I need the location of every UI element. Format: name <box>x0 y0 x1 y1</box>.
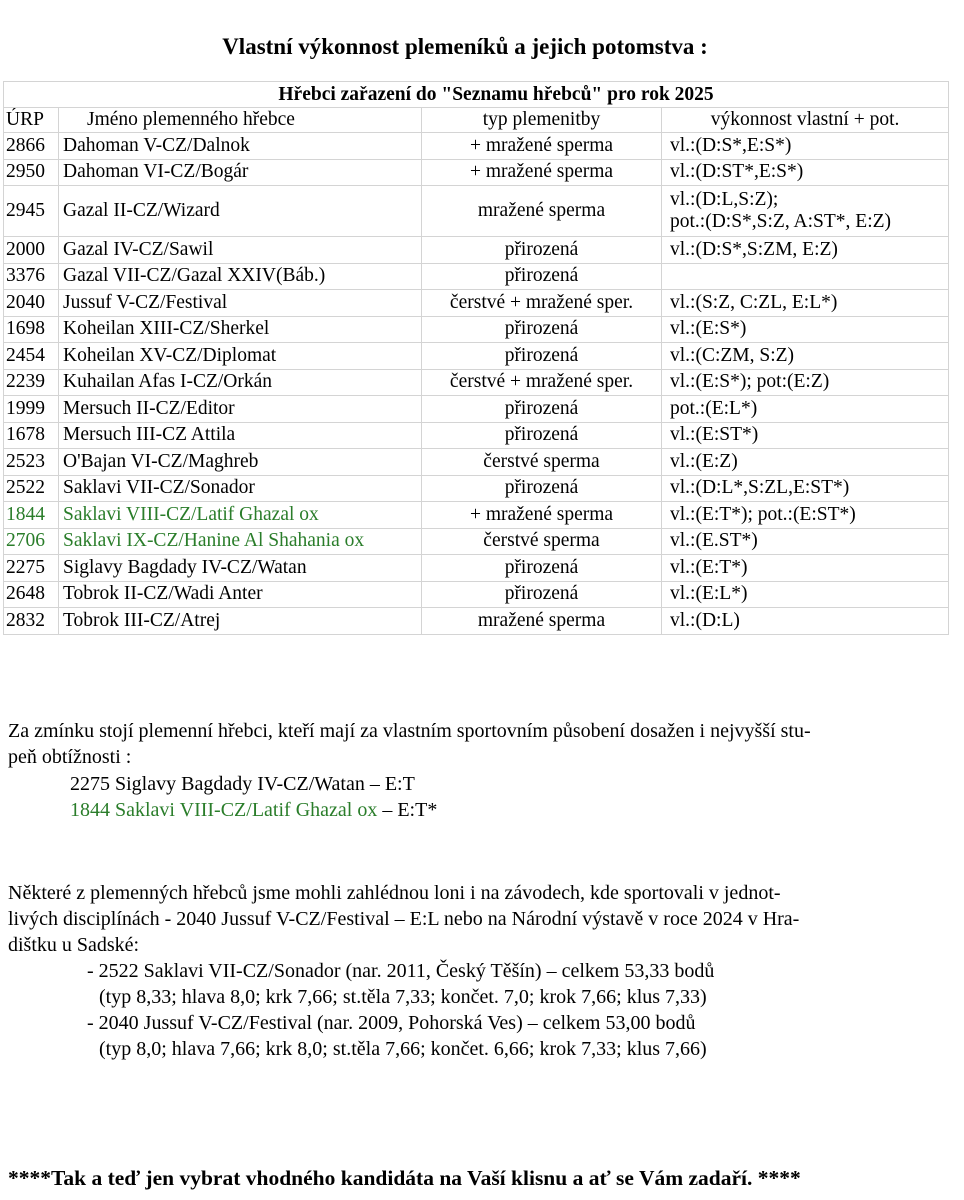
cell-type: přirozená <box>422 581 662 608</box>
cell-type: přirozená <box>422 422 662 449</box>
cell-urp: 2040 <box>4 290 59 317</box>
performance-line: vl.:(E:S*) <box>670 318 747 340</box>
table-row <box>4 555 949 582</box>
cell-type: + mražené sperma <box>422 502 662 529</box>
show-entry-1-detail: (typ 8,33; hlava 8,0; krk 7,66; st.těla 7,33; končet. 7,0; krok 7,66; klus 7,33) <box>99 986 707 1008</box>
events-line2: livých disciplínách - 2040 Jussuf V-CZ/Festival – E:L nebo na Národní výstavě v roce 2024 v Hra- <box>8 908 800 930</box>
cell-name: Mersuch III-CZ Attila <box>59 422 422 449</box>
events-line1: Některé z plemenných hřebců jsme mohli zahlédnou loni i na závodech, kde sportovali v jednot- <box>8 882 781 904</box>
cell-urp: 2950 <box>4 159 59 186</box>
table-row <box>4 159 949 186</box>
table-row <box>4 316 949 343</box>
cell-name: O'Bajan VI-CZ/Maghreb <box>59 449 422 476</box>
cell-performance <box>662 422 949 449</box>
cell-performance <box>662 555 949 582</box>
cell-performance <box>662 237 949 264</box>
cell-type: čerstvé + mražené sper. <box>422 369 662 396</box>
notable-item-2-suffix: – E:T* <box>377 799 438 821</box>
table-row <box>4 422 949 449</box>
performance-line: vl.:(E:S*); pot:(E:Z) <box>670 371 830 393</box>
cell-performance <box>662 396 949 423</box>
table-header-row <box>4 108 949 133</box>
cell-urp: 2239 <box>4 369 59 396</box>
notable-item-1: 2275 Siglavy Bagdady IV-CZ/Watan – E:T <box>70 773 415 795</box>
cell-name: Gazal II-CZ/Wizard <box>59 186 422 237</box>
table-row <box>4 608 949 635</box>
cell-name: Koheilan XIII-CZ/Sherkel <box>59 316 422 343</box>
performance-line: pot.:(E:L*) <box>670 397 758 419</box>
table-row <box>4 186 949 237</box>
cell-urp: 2454 <box>4 343 59 370</box>
cell-performance <box>662 316 949 343</box>
table-row <box>4 343 949 370</box>
table-row <box>4 133 949 160</box>
cell-type: přirozená <box>422 396 662 423</box>
cell-name: Kuhailan Afas I-CZ/Orkán <box>59 369 422 396</box>
cell-type: přirozená <box>422 263 662 290</box>
cell-urp: 2866 <box>4 133 59 160</box>
cell-type: přirozená <box>422 475 662 502</box>
cell-type: + mražené sperma <box>422 133 662 160</box>
cell-performance <box>662 528 949 555</box>
performance-line: vl.:(E:L*) <box>670 583 748 605</box>
performance-line: vl.:(D:S*,E:S*) <box>670 134 792 156</box>
show-entry-2: - 2040 Jussuf V-CZ/Festival (nar. 2009, Pohorská Ves) – celkem 53,00 bodů <box>87 1012 696 1034</box>
table-caption: Hřebci zařazení do "Seznamu hřebců" pro rok 2025 <box>4 82 949 108</box>
cell-performance <box>662 608 949 635</box>
cell-type: + mražené sperma <box>422 159 662 186</box>
cell-urp: 3376 <box>4 263 59 290</box>
cell-urp: 1678 <box>4 422 59 449</box>
performance-line: vl.:(E:ST*) <box>670 424 759 446</box>
performance-line: vl.:(C:ZM, S:Z) <box>670 344 795 366</box>
cell-urp: 2275 <box>4 555 59 582</box>
performance-line: vl.:(D:L,S:Z); <box>670 189 779 210</box>
performance-line: vl.:(E:Z) <box>670 450 738 472</box>
cell-type: čerstvé + mražené sper. <box>422 290 662 317</box>
cell-name: Jussuf V-CZ/Festival <box>59 290 422 317</box>
cell-urp: 1844 <box>4 502 59 529</box>
cell-performance <box>662 475 949 502</box>
table-row <box>4 237 949 264</box>
table-row <box>4 449 949 476</box>
cell-performance <box>662 369 949 396</box>
performance-line: vl.:(E.ST*) <box>670 530 758 552</box>
cell-name: Mersuch II-CZ/Editor <box>59 396 422 423</box>
performance-line: vl.:(D:ST*,E:S*) <box>670 161 804 183</box>
cell-performance <box>662 502 949 529</box>
table-row <box>4 263 949 290</box>
table-row <box>4 475 949 502</box>
table-row <box>4 396 949 423</box>
cell-performance <box>662 290 949 317</box>
cell-name: Saklavi VII-CZ/Sonador <box>59 475 422 502</box>
cell-performance <box>662 343 949 370</box>
cell-name: Koheilan XV-CZ/Diplomat <box>59 343 422 370</box>
performance-line: pot.:(D:S*,S:Z, A:ST*, E:Z) <box>670 211 892 232</box>
notable-intro-line1: Za zmínku stojí plemenní hřebci, kteří mají za vlastním sportovním působení dosažen i nejvyšší stu- <box>8 720 811 742</box>
show-entry-2-detail: (typ 8,0; hlava 7,66; krk 8,0; st.těla 7,66; končet. 6,66; krok 7,33; klus 7,66) <box>99 1038 707 1060</box>
cell-name: Tobrok III-CZ/Atrej <box>59 608 422 635</box>
performance-line: vl.:(D:S*,S:ZM, E:Z) <box>670 238 838 260</box>
table-row <box>4 369 949 396</box>
cell-urp: 1999 <box>4 396 59 423</box>
performance-line: vl.:(D:L*,S:ZL,E:ST*) <box>670 477 850 499</box>
cell-urp: 2832 <box>4 608 59 635</box>
cell-type: čerstvé sperma <box>422 449 662 476</box>
cell-performance <box>662 186 949 237</box>
cell-name: Siglavy Bagdady IV-CZ/Watan <box>59 555 422 582</box>
cell-type: přirozená <box>422 343 662 370</box>
table-row <box>4 290 949 317</box>
cell-urp: 1698 <box>4 316 59 343</box>
performance-line: vl.:(S:Z, C:ZL, E:L*) <box>670 291 838 313</box>
table-row <box>4 502 949 529</box>
closing-line: ****Tak a teď jen vybrat vhodného kandidáta na Vaší klisnu a ať se Vám zadaří. **** <box>8 1166 801 1190</box>
performance-line: vl.:(E:T*); pot.:(E:ST*) <box>670 503 856 525</box>
cell-name: Dahoman VI-CZ/Bogár <box>59 159 422 186</box>
cell-urp: 2648 <box>4 581 59 608</box>
table-body <box>4 133 949 635</box>
header-name: Jméno plemenného hřebce <box>59 108 422 133</box>
cell-name: Gazal IV-CZ/Sawil <box>59 237 422 264</box>
cell-urp: 2522 <box>4 475 59 502</box>
cell-performance <box>662 133 949 160</box>
events-line3: dištku u Sadské: <box>8 934 140 956</box>
cell-performance <box>662 159 949 186</box>
cell-name: Gazal VII-CZ/Gazal XXIV(Báb.) <box>59 263 422 290</box>
cell-type: mražené sperma <box>422 608 662 635</box>
cell-urp: 2523 <box>4 449 59 476</box>
page-title: Vlastní výkonnost plemeníků a jejich potomstva : <box>222 34 708 59</box>
header-urp: ÚRP <box>4 108 59 133</box>
notable-item-2-name: 1844 Saklavi VIII-CZ/Latif Ghazal ox <box>70 799 378 821</box>
cell-name: Tobrok II-CZ/Wadi Anter <box>59 581 422 608</box>
cell-name: Dahoman V-CZ/Dalnok <box>59 133 422 160</box>
cell-name: Saklavi VIII-CZ/Latif Ghazal ox <box>59 502 422 529</box>
table-row <box>4 581 949 608</box>
cell-type: čerstvé sperma <box>422 528 662 555</box>
notable-intro-line2: peň obtížnosti : <box>8 746 132 768</box>
stallion-table <box>3 81 949 635</box>
cell-type: přirozená <box>422 237 662 264</box>
cell-performance <box>662 449 949 476</box>
performance-line: vl.:(D:L) <box>670 609 740 631</box>
cell-type: přirozená <box>422 555 662 582</box>
cell-type: přirozená <box>422 316 662 343</box>
cell-type: mražené sperma <box>422 186 662 237</box>
header-performance: výkonnost vlastní + pot. <box>662 108 949 133</box>
cell-name: Saklavi IX-CZ/Hanine Al Shahania ox <box>59 528 422 555</box>
notable-item-2 <box>70 797 437 824</box>
cell-urp: 2706 <box>4 528 59 555</box>
header-type: typ plemenitby <box>422 108 662 133</box>
table-row <box>4 528 949 555</box>
cell-performance <box>662 581 949 608</box>
cell-urp: 2945 <box>4 186 59 237</box>
cell-urp: 2000 <box>4 237 59 264</box>
cell-performance <box>662 263 949 290</box>
performance-line: vl.:(E:T*) <box>670 556 748 578</box>
show-entry-1: - 2522 Saklavi VII-CZ/Sonador (nar. 2011, Český Těšín) – celkem 53,33 bodů <box>87 960 715 982</box>
